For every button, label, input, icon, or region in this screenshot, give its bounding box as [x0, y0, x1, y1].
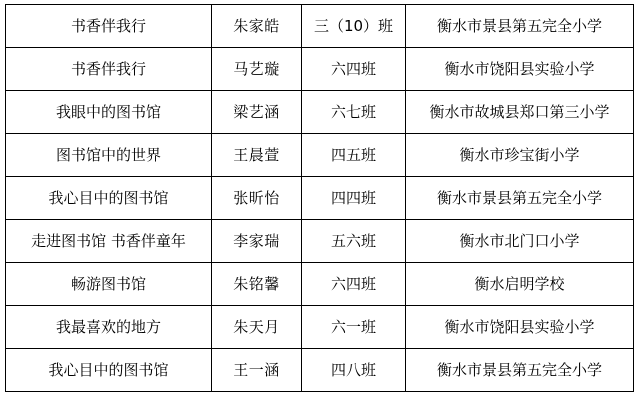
table-body — [6, 5, 634, 392]
cell-title: 书香伴我行 — [6, 48, 212, 91]
cell-name: 李家瑞 — [212, 220, 302, 263]
table-row — [6, 306, 634, 349]
cell-school: 衡水启明学校 — [406, 263, 634, 306]
cell-name: 王一涵 — [212, 349, 302, 392]
cell-school: 衡水市景县第五完全小学 — [406, 177, 634, 220]
cell-title: 走进图书馆 书香伴童年 — [6, 220, 212, 263]
cell-name: 朱家皓 — [212, 5, 302, 48]
cell-name: 马艺璇 — [212, 48, 302, 91]
table-row — [6, 91, 634, 134]
cell-name: 张昕怡 — [212, 177, 302, 220]
cell-class: 六七班 — [302, 91, 406, 134]
cell-school: 衡水市故城县郑口第三小学 — [406, 91, 634, 134]
cell-title: 我心目中的图书馆 — [6, 177, 212, 220]
table-row — [6, 5, 634, 48]
cell-school: 衡水市景县第五完全小学 — [406, 349, 634, 392]
cell-title: 书香伴我行 — [6, 5, 212, 48]
cell-class: 四五班 — [302, 134, 406, 177]
cell-class: 三（10）班 — [302, 5, 406, 48]
cell-name: 梁艺涵 — [212, 91, 302, 134]
cell-class: 六一班 — [302, 306, 406, 349]
table-row — [6, 48, 634, 91]
cell-name: 朱天月 — [212, 306, 302, 349]
cell-title: 图书馆中的世界 — [6, 134, 212, 177]
table-row — [6, 134, 634, 177]
table-row — [6, 177, 634, 220]
cell-title: 我眼中的图书馆 — [6, 91, 212, 134]
cell-title: 我最喜欢的地方 — [6, 306, 212, 349]
cell-school: 衡水市饶阳县实验小学 — [406, 48, 634, 91]
cell-school: 衡水市北门口小学 — [406, 220, 634, 263]
cell-class: 六四班 — [302, 48, 406, 91]
cell-school: 衡水市景县第五完全小学 — [406, 5, 634, 48]
cell-title: 我心目中的图书馆 — [6, 349, 212, 392]
cell-title: 畅游图书馆 — [6, 263, 212, 306]
entries-table — [5, 4, 634, 392]
cell-name: 朱铭馨 — [212, 263, 302, 306]
table-row — [6, 220, 634, 263]
cell-class: 四四班 — [302, 177, 406, 220]
cell-name: 王晨萱 — [212, 134, 302, 177]
cell-class: 四八班 — [302, 349, 406, 392]
cell-school: 衡水市饶阳县实验小学 — [406, 306, 634, 349]
cell-school: 衡水市珍宝街小学 — [406, 134, 634, 177]
table-row — [6, 263, 634, 306]
cell-class: 六四班 — [302, 263, 406, 306]
table-row — [6, 349, 634, 392]
cell-class: 五六班 — [302, 220, 406, 263]
